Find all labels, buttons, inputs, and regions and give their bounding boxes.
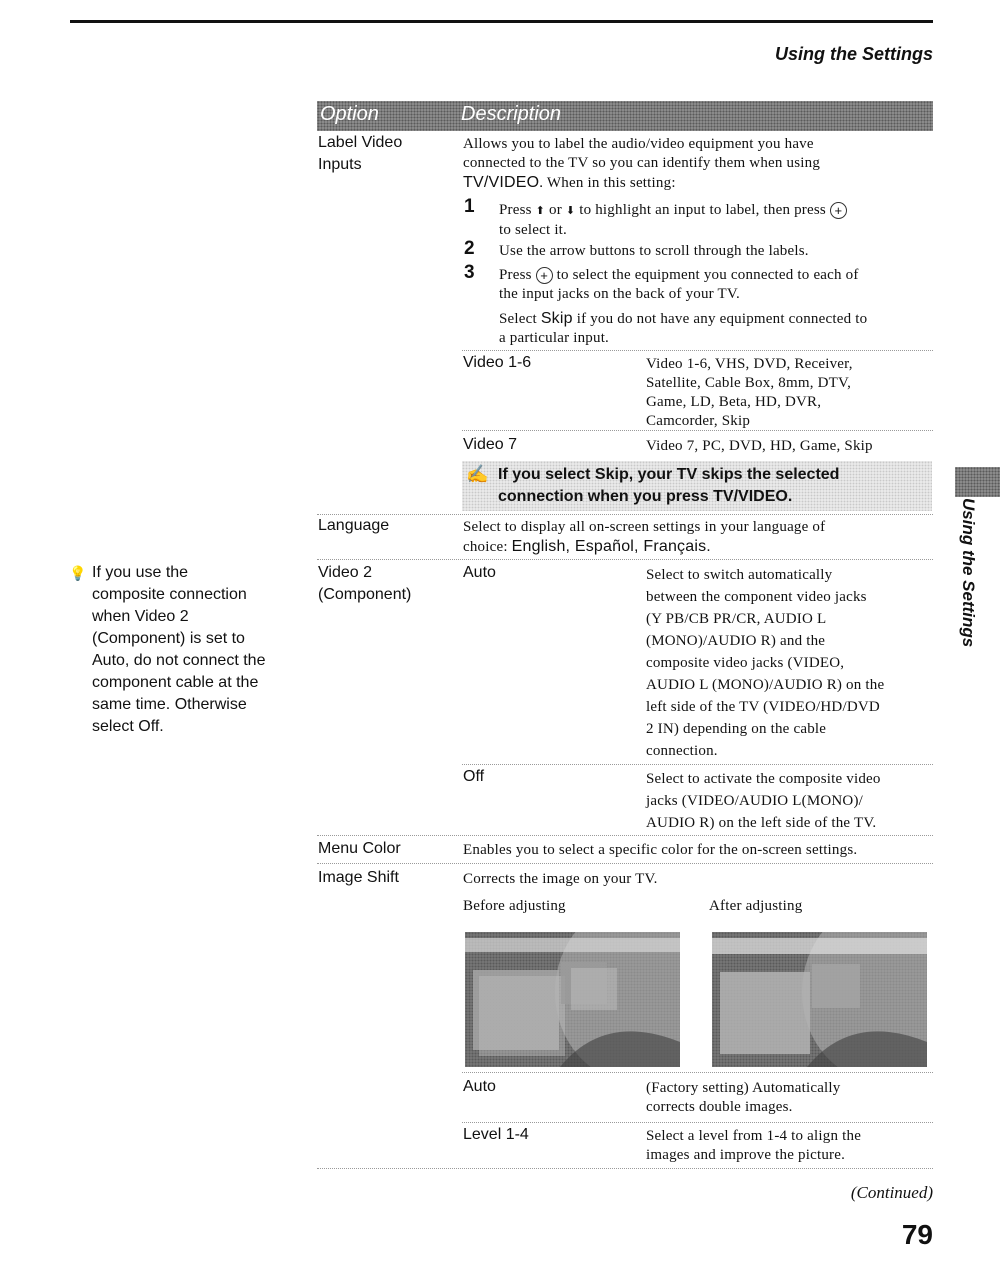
- label-video-line-2: Inputs: [318, 156, 362, 173]
- skip-note-box: [462, 461, 932, 511]
- note-line-2: connection when you press TV/VIDEO.: [498, 488, 793, 505]
- video-2-off-description: Select to activate the composite video jacks (VIDEO/AUDIO L(MONO)/ AUDIO R) on the left side of the TV.: [646, 771, 881, 831]
- video-2-component-label: Video 2 (Component): [318, 564, 412, 603]
- enter-button-icon: +: [536, 267, 553, 284]
- label-video-description: [463, 135, 933, 193]
- divider: [462, 430, 933, 431]
- image-shift-level-label: Level 1-4: [463, 1126, 529, 1143]
- running-head: Using the Settings: [774, 44, 933, 64]
- up-arrow-icon: ⬆: [535, 205, 546, 217]
- step-2-number: 2: [464, 238, 475, 259]
- video-2-off-label: Off: [463, 768, 485, 785]
- tip-note: 💡 If you use the composite connection when Video 2 (Component) is set to Auto, do not connect the component cable at the same time. Otherwise select Off.: [69, 564, 266, 735]
- video-1-6-label: Video 1-6: [463, 354, 532, 371]
- label-video-line-1: Label Video: [318, 134, 403, 151]
- video-7-description: Video 7, PC, DVD, HD, Game, Skip: [646, 438, 873, 454]
- image-shift-auto-label: Auto: [463, 1078, 496, 1095]
- step-1-number: 1: [464, 196, 475, 217]
- video-1-6-description: Video 1-6, VHS, DVD, Receiver, Satellite, Cable Box, 8mm, DTV, Game, LD, Beta, HD, DVR, Camcorder, Skip: [646, 356, 853, 429]
- note-line-1: If you select Skip, your TV skips the selected: [498, 466, 840, 483]
- divider: [317, 514, 933, 515]
- divider: [462, 1072, 933, 1073]
- description-column-header: Description: [461, 103, 562, 125]
- step-3-text: Press + to select the equipment you connected to each of the input jacks on the back of your TV.: [499, 267, 859, 302]
- divider: [317, 863, 933, 864]
- label-video-inputs-label: [318, 132, 402, 176]
- menu-color-description: Enables you to select a specific color for the on-screen settings.: [463, 842, 858, 858]
- lightbulb-icon: 💡: [69, 565, 87, 581]
- enter-button-icon: +: [830, 202, 847, 219]
- image-shift-label: Image Shift: [318, 869, 399, 886]
- language-label: Language: [318, 517, 390, 534]
- before-adjusting-image: [465, 932, 680, 1067]
- step-3-number: 3: [464, 262, 475, 283]
- skip-note: Select Skip if you do not have any equipment connected to a particular input.: [499, 310, 868, 346]
- step-1-text: Press ⬆ or ⬇ to highlight an input to label, then press + to select it.: [499, 201, 929, 240]
- language-description: Select to display all on-screen settings in your language of choice: English, Español, Français.: [463, 519, 826, 555]
- table-bottom-rule: [317, 1168, 933, 1169]
- language-options: English, Español, Français.: [511, 538, 711, 555]
- video-2-auto-label: Auto: [463, 564, 496, 581]
- video-7-label: Video 7: [463, 436, 517, 453]
- divider: [462, 350, 933, 351]
- tv-video-term: TV/VIDEO: [463, 174, 540, 191]
- divider: [317, 559, 933, 560]
- after-adjusting-caption: After adjusting: [709, 898, 803, 914]
- note-pencil-icon: ✍: [466, 464, 489, 484]
- label-video-intro-1: Allows you to label the audio/video equipment you have: [463, 136, 814, 152]
- video-2-auto-description: Select to switch automatically between the component video jacks (Y PB/CB PR/CR, AUDIO L (MONO)/AUDIO R) and the composite video jacks (VIDEO, AUDIO L (MONO)/AUDIO R) on the left side of the TV (VIDEO/HD/DVD 2 IN) depending on the cable connection.: [646, 567, 885, 759]
- label-video-intro-3: . When in this setting:: [539, 175, 676, 191]
- before-adjusting-caption: Before adjusting: [463, 898, 566, 914]
- image-shift-auto-description: (Factory setting) Automatically corrects double images.: [646, 1080, 841, 1115]
- skip-term: Skip: [540, 310, 573, 327]
- page-number: 79: [901, 1219, 933, 1250]
- divider: [317, 835, 933, 836]
- side-tab-label: Using the Settings: [959, 498, 978, 648]
- image-shift-level-description: Select a level from 1-4 to align the images and improve the picture.: [646, 1128, 862, 1163]
- down-arrow-icon: ⬇: [565, 205, 576, 217]
- table-header: [317, 101, 933, 131]
- divider: [462, 1122, 933, 1123]
- continued-note: (Continued): [850, 1183, 933, 1202]
- after-adjusting-image: [712, 932, 927, 1067]
- menu-color-label: Menu Color: [318, 840, 401, 857]
- label-video-intro-2: connected to the TV so you can identify them when using: [463, 155, 821, 171]
- top-rule: [70, 20, 933, 23]
- divider: [462, 764, 933, 765]
- option-column-header: Option: [320, 103, 379, 125]
- image-shift-description: Corrects the image on your TV.: [463, 871, 658, 887]
- step-2-text: Use the arrow buttons to scroll through the labels.: [499, 243, 809, 259]
- side-tab-marker: [955, 467, 1000, 497]
